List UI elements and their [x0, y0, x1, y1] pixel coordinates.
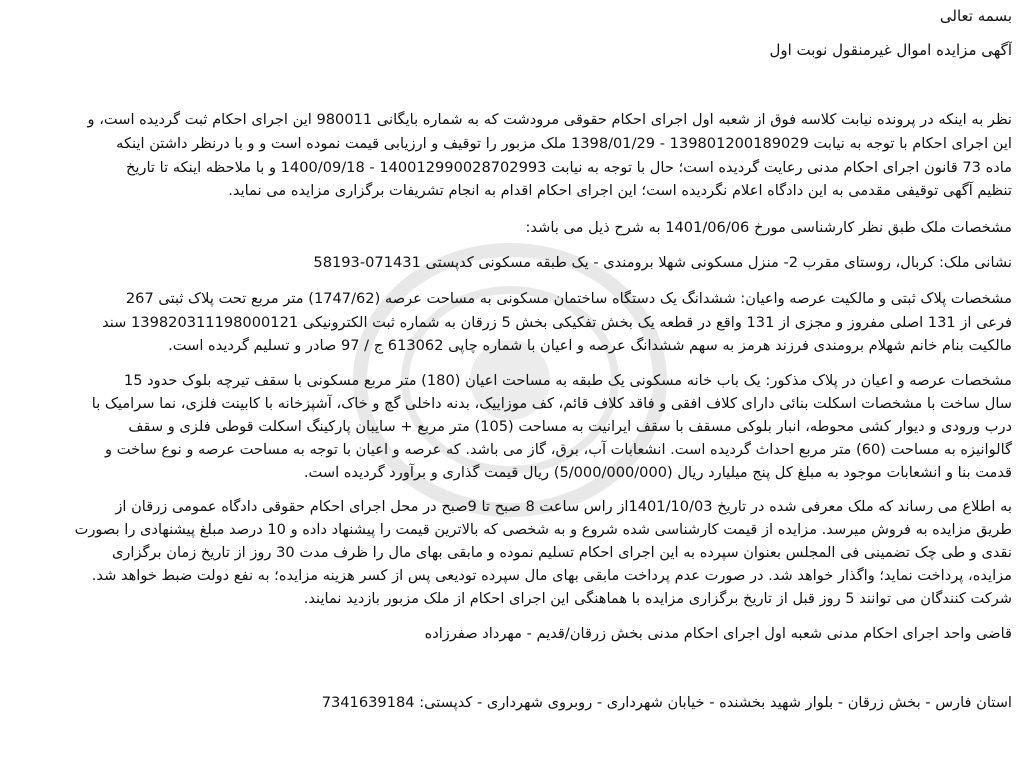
auction-line-2: طریق مزایده به فروش میرسد. مزایده از قیمت کارشناسی شده شروع و به شخصی که بالاترین قیمت را پیشنهاد داده و 10 درصد مبلغ پیشنهادی را بصورت [74, 521, 1012, 538]
building-line-1: مشخصات عرصه و اعیان در پلاک مذکور: یک باب خانه مسکونی یک طبقه به مساحت اعیان (180) متر مربع مسکونی با سقف تیرچه بلوک حدود 15 [123, 372, 1012, 389]
judge-signature-line: قاضی واحد اجرای احکام مدنی شعبه اول اجرای احکام مدنی بخش زرقان/قدیم - مهرداد صفرزاده [424, 625, 1012, 642]
intro-line-2: این اجرای احکام با توجه به نیابت 139801200189029 - 1398/01/29 ملک مزبور را توقیف و ارزیابی قیمت نموده است و و با درنظر داشتن اینکه [116, 135, 1012, 152]
notice-title: آگهی مزایده اموال غیرمنقول نوبت اول [769, 41, 1012, 59]
auction-line-5: شرکت کنندگان می توانند 5 روز قبل از تاریخ برگزاری مزایده با هماهنگی این اجرای احکام از ملک مزبور بازدید نمایند. [303, 590, 1012, 607]
intro-line-4: تنظیم آگهی توقیفی مقدمی به این دادگاه اعلام نگردیده است؛ این اجرای احکام اقدام به انجام تشریفات برگزاری مزایده می نماید. [228, 182, 1012, 199]
basmala: بسمه تعالی [939, 7, 1012, 25]
specs-title: مشخصات ملک طبق نظر کارشناسی مورخ 1401/06/06 به شرح ذیل می باشد: [525, 219, 1012, 236]
building-line-2: سال ساخت با مشخصات اسکلت بنائی دارای کلاف افقی و فاقد کلاف قائم، کف موزاییک، بدنه داخلی گچ و خاک، آشپزخانه با کابینت فلزی، نما سرامیک با [91, 395, 1012, 412]
building-line-5: قدمت بنا و انشعابات موجود به مبلغ کل پنج میلیارد ریال (5/000/000/000) ریال قیمت گذاری و برآورد گردیده است. [303, 464, 1012, 481]
building-line-3: درب ورودی و دیوار کشی محوطه، انبار بلوکی مسقف با سقف ایرانیت به مساحت (105) متر مربع + سایبان پارکینگ اسکلت قوطی فلزی و سقف [128, 418, 1012, 435]
auction-line-3: نقدی و طی چک تضمینی فی المجلس بعنوان سپرده به این اجرای احکام تسلیم نموده و مابقی بهای مال را ظرف مدت 30 روز از تاریخ زمان برگزاری [111, 544, 1012, 561]
footer-address: استان فارس - بخش زرقان - بلوار شهید بخشنده - خیابان شهرداری - روبروی شهرداری - کدپستی: 7341639184 [321, 694, 1012, 711]
property-address: نشانی ملک: کربال، روستای مقرب 2- منزل مسکونی شهلا برومندی - یک طبقه مسکونی کدپستی 071431-58193 [313, 254, 1012, 271]
registry-line-2: فرعی از 131 اصلی مفروز و مجزی از 131 واقع در قطعه یک بخش تفکیکی بخش 5 زرقان به شماره ثبت الکترونیکی 139820311198000121 سند [102, 314, 1012, 331]
auction-line-1: به اطلاع می رساند که ملک معرفی شده در تاریخ 1401/10/03از راس ساعت 8 صبح تا 9صبح در محل اجرای احکام حقوقی دادگاه عمومی زرقان از [115, 498, 1012, 515]
registry-line-1: مشخصات پلاک ثبتی و مالکیت عرصه واعیان: ششدانگ یک دستگاه ساختمان مسکونی به مساحت عرصه (1747/62) متر مربع تحت پلاک ثبتی 267 [125, 290, 1012, 307]
intro-line-1: نظر به اینکه در پرونده نیابت کلاسه فوق از شعبه اول اجرای احکام حقوقی مرودشت که به شماره بایگانی 980011 این اجرای احکام ثبت گردیده است، و [87, 111, 1012, 128]
building-line-4: گالوانیزه به مساحت (60) متر مربع احداث گردیده است. انشعابات آب، برق، گاز می باشد. که عرصه و اعیان با توجه به مساحت عرصه و نوع ساخت و [105, 441, 1012, 458]
registry-line-3: مالکیت بنام خانم شهلام برومندی فرزند هرمز به سهم ششدانگ عرصه و اعیان با شماره چاپی 613062 ج / 97 صادر و تسلیم گردیده است. [168, 337, 1012, 354]
intro-line-3: ماده 73 قانون اجرای احکام مدنی رعایت گردیده است؛ حال با توجه به نیابت 140012990028702993 - 1400/09/18 و با ملاحظه اینکه تا تاریخ [125, 159, 1012, 176]
auction-line-4: مزایده، پرداخت نماید؛ واگذار خواهد شد. در صورت عدم پرداخت مابقی بهای مال سپرده تودیعی پس از کسر هزینه مزایده؛ به نفع دولت ضبط خواهد شد. [91, 567, 1012, 584]
